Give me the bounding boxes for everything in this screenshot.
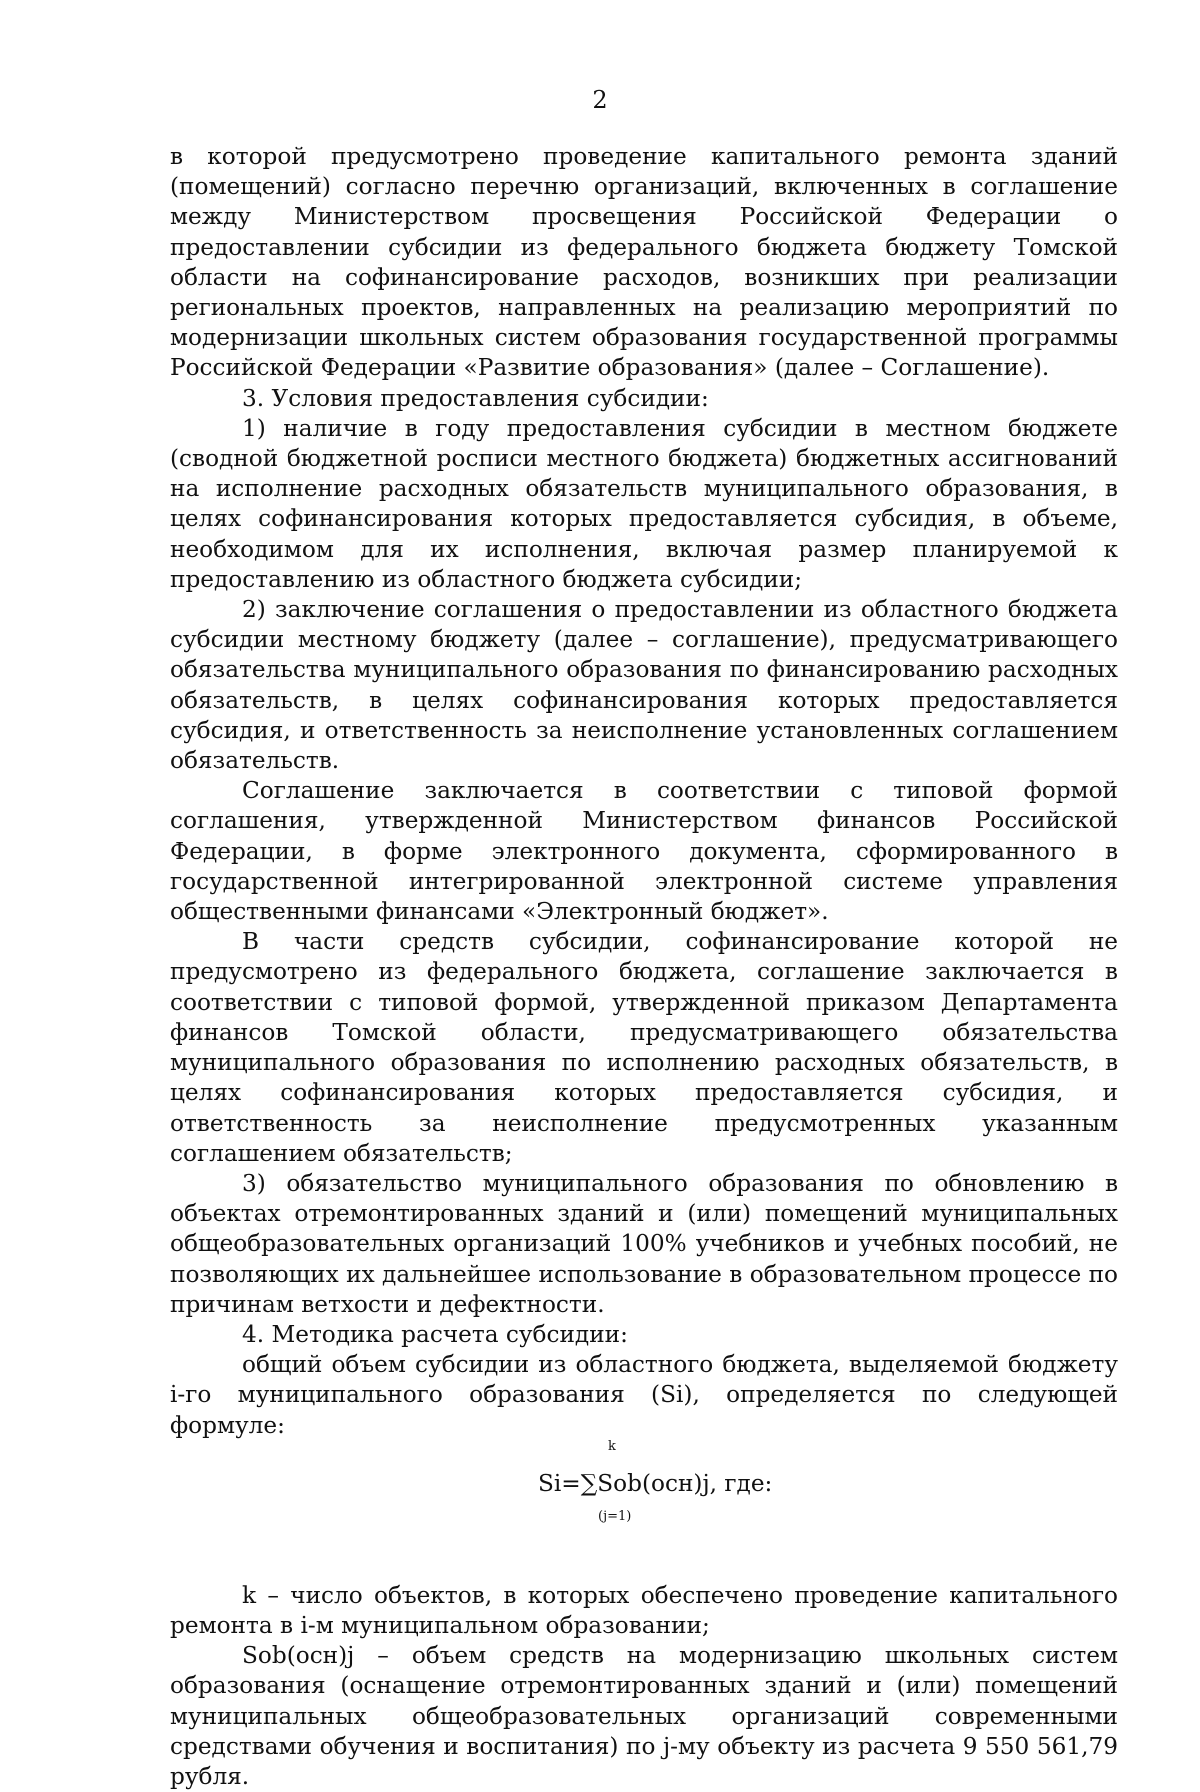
paragraph: k – число объектов, в которых обеспечено проведение капитального ремонта в i-м муниципальном образовании; — [170, 1581, 1118, 1639]
paragraph: 4. Методика расчета субсидии: — [242, 1320, 628, 1348]
paragraph: 2) заключение соглашения о предоставлении из областного бюджета субсидии местному бюджету (далее – соглашение), предусматривающего обязательства муниципального образования по финансированию расходных обязательств, в целях софинансирования которых предоставляется субсидия, и ответственность за неисполнение установленных соглашением обязательств. — [170, 596, 1118, 775]
paragraph: 3. Условия предоставления субсидии: — [242, 384, 709, 412]
page-number: 2 — [592, 86, 608, 114]
paragraph: общий объем субсидии из областного бюджета, выделяемой бюджету i-го муниципального образования (Si), определяется по следующей формуле: — [170, 1351, 1118, 1439]
paragraphs-top — [170, 142, 1118, 1441]
document-body — [170, 142, 1118, 1792]
formula-lower-limit: (j=1) — [598, 1508, 632, 1524]
formula — [170, 1438, 1118, 1581]
paragraph: В части средств субсидии, софинансирование которой не предусмотрено из федерального бюджета, соглашение заключается в соответствии с типовой формой, утвержденной приказом Департамента финансов Томской области, предусматривающего обязательства муниципального образования по исполнению расходных обязательств, в целях софинансирования которых предоставляется субсидия, и ответственность за неисполнение предусмотренных указанным соглашением обязательств; — [170, 928, 1118, 1167]
formula-upper-limit: k — [608, 1438, 616, 1454]
formula-expression: Si=∑Sob(осн)j, где: — [538, 1469, 773, 1497]
paragraphs-bottom — [170, 1581, 1118, 1792]
paragraph: в которой предусмотрено проведение капитального ремонта зданий (помещений) согласно перечню организаций, включенных в соглашение между Министерством просвещения Российской Федерации о предоставлении субсидии из федерального бюджета бюджету Томской области на софинансирование расходов, возникших при реализации региональных проектов, направленных на реализацию мероприятий по модернизации школьных систем образования государственной программы Российской Федерации «Развитие образования» (далее – Соглашение). — [170, 143, 1118, 382]
paragraph: Sob(осн)j – объем средств на модернизацию школьных систем образования (оснащение отремонтированных зданий и (или) помещений муниципальных общеобразовательных организаций современными средствами обучения и воспитания) по j-му объекту из расчета 9 550 561,79 рубля. — [170, 1642, 1118, 1790]
paragraph: Соглашение заключается в соответствии с типовой формой соглашения, утвержденной Министерством финансов Российской Федерации, в форме электронного документа, сформированного в государственной интегрированной электронной системе управления общественными финансами «Электронный бюджет». — [170, 777, 1118, 926]
paragraph: 1) наличие в году предоставления субсидии в местном бюджете (сводной бюджетной росписи местного бюджета) бюджетных ассигнований на исполнение расходных обязательств муниципального образования, в целях софинансирования которых предоставляется субсидия, в объеме, необходимом для их исполнения, включая размер планируемой к предоставлению из областного бюджета субсидии; — [170, 414, 1118, 593]
paragraph: 3) обязательство муниципального образования по обновлению в объектах отремонтированных зданий и (или) помещений муниципальных общеобразовательных организаций 100% учебников и учебных пособий, не позволяющих их дальнейшее использование в образовательном процессе по причинам ветхости и дефектности. — [170, 1169, 1118, 1318]
